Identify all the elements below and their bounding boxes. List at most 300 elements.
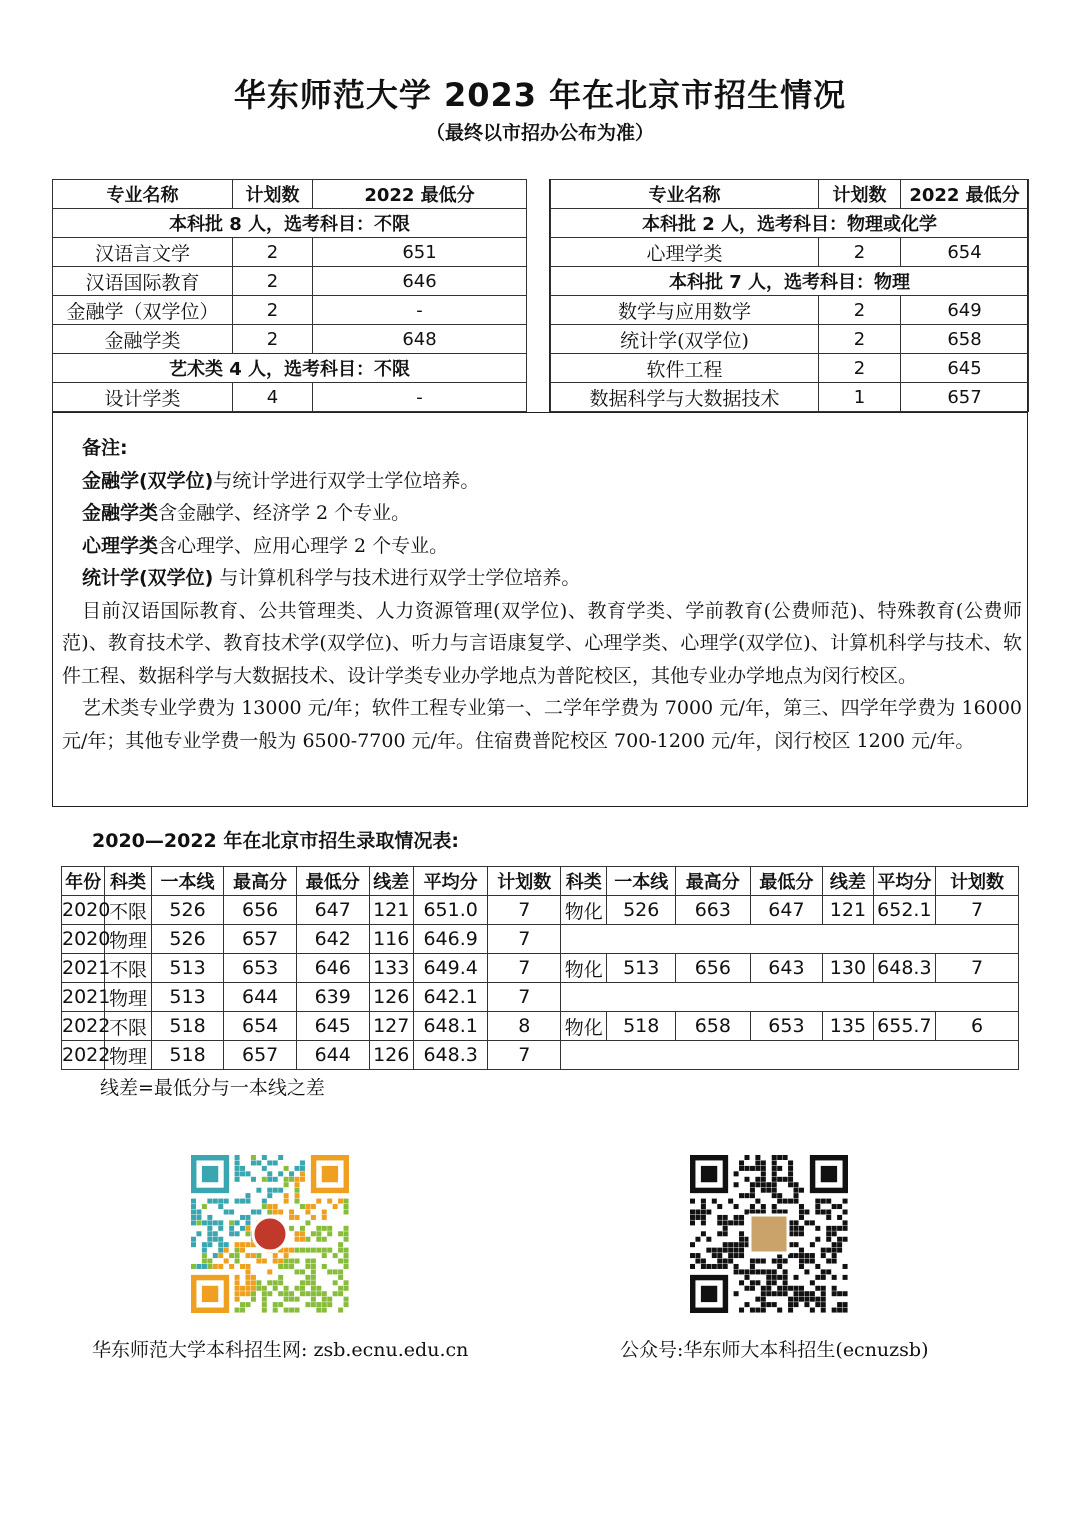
table-gap <box>526 179 550 413</box>
qr-module <box>316 1226 321 1231</box>
qr-module <box>289 1259 294 1264</box>
qr-module <box>327 1297 332 1302</box>
qr-module <box>311 1264 316 1269</box>
min-score: 642 <box>296 925 369 954</box>
header-tier1-line-2: 一本线 <box>607 867 676 896</box>
section-label: 本科批 7 人，选考科目：物理 <box>551 267 1029 296</box>
qr-module <box>289 1215 294 1220</box>
qr-module <box>804 1291 809 1296</box>
qr-module <box>723 1259 728 1264</box>
qr-module <box>218 1199 223 1204</box>
qr-module <box>843 1209 848 1214</box>
qr-module <box>300 1171 305 1176</box>
qr-module <box>202 1253 207 1258</box>
qr-module <box>207 1259 212 1264</box>
qr-module <box>777 1291 782 1296</box>
qr-module <box>837 1291 842 1296</box>
qr-module <box>804 1297 809 1302</box>
min-score: - <box>313 383 527 412</box>
qr-module <box>788 1177 793 1182</box>
qr-module <box>712 1199 717 1204</box>
qr-module <box>815 1302 820 1307</box>
qr-module <box>300 1166 305 1171</box>
qr-module <box>832 1259 837 1264</box>
qr-module <box>734 1182 739 1187</box>
website-caption: 华东师范大学本科招生网: zsb.ecnu.edu.cn <box>92 1339 469 1361</box>
notes-heading: 备注: <box>82 437 128 459</box>
qr-module <box>295 1231 300 1236</box>
qr-module <box>267 1204 272 1209</box>
qr-module <box>832 1253 837 1258</box>
qr-module <box>810 1242 815 1247</box>
qr-module <box>262 1204 267 1209</box>
empty-cell <box>561 925 1019 954</box>
qr-module <box>783 1259 788 1264</box>
qr-module <box>344 1209 349 1214</box>
line-diff-2: 135 <box>823 1012 873 1041</box>
qr-module <box>235 1166 240 1171</box>
qr-module <box>344 1302 349 1307</box>
qr-module <box>772 1160 777 1165</box>
qr-module <box>322 1253 327 1258</box>
qr-module <box>267 1280 272 1285</box>
table-row <box>62 1041 1019 1070</box>
qr-module <box>278 1264 283 1269</box>
min-score-2: 643 <box>750 954 823 983</box>
qr-module <box>794 1231 799 1236</box>
qr-module <box>245 1291 250 1296</box>
section-label: 艺术类 4 人，选考科目：不限 <box>53 354 527 383</box>
qr-module <box>794 1253 799 1258</box>
header-plan: 计划数 <box>233 180 313 209</box>
qr-module <box>799 1259 804 1264</box>
qr-module <box>311 1286 316 1291</box>
header-line-diff: 线差 <box>369 867 413 896</box>
qr-module <box>295 1215 300 1220</box>
qr-module <box>311 1297 316 1302</box>
qr-module <box>734 1171 739 1176</box>
qr-module <box>338 1275 343 1280</box>
qr-module <box>690 1242 695 1247</box>
qr-module <box>832 1248 837 1253</box>
qr-module <box>695 1259 700 1264</box>
qr-module <box>245 1215 250 1220</box>
header-max-score: 最高分 <box>224 867 297 896</box>
qr-module <box>826 1209 831 1214</box>
qr-module <box>712 1248 717 1253</box>
qr-module <box>701 1220 706 1225</box>
qr-module <box>262 1286 267 1291</box>
major-name: 金融学（双学位） <box>53 296 233 325</box>
table-row <box>62 1012 1019 1041</box>
min-score: 657 <box>901 383 1029 412</box>
qr-module <box>815 1226 820 1231</box>
qr-module <box>783 1199 788 1204</box>
category-2: 物化 <box>561 954 607 983</box>
qr-module <box>723 1220 728 1225</box>
plan-count: 4 <box>233 383 313 412</box>
qr-module <box>235 1297 240 1302</box>
qr-module <box>712 1253 717 1258</box>
qr-module <box>799 1248 804 1253</box>
qr-module <box>305 1248 310 1253</box>
qr-module <box>761 1204 766 1209</box>
qr-module <box>316 1308 321 1313</box>
qr-module <box>755 1308 760 1313</box>
qr-module <box>262 1297 267 1302</box>
qr-module <box>344 1264 349 1269</box>
qr-module <box>305 1259 310 1264</box>
table-row <box>62 954 1019 983</box>
plan-count: 2 <box>233 267 313 296</box>
note-term: 金融学类 <box>82 502 159 524</box>
qr-module <box>295 1248 300 1253</box>
tier1-line-2: 513 <box>607 954 676 983</box>
table-bottom-rule <box>52 412 1028 413</box>
qr-module <box>739 1242 744 1247</box>
qr-module <box>772 1259 777 1264</box>
qr-module <box>322 1226 327 1231</box>
qr-module <box>218 1204 223 1209</box>
qr-module <box>311 1275 316 1280</box>
header-plan-count: 计划数 <box>488 867 561 896</box>
qr-module <box>755 1297 760 1302</box>
qr-module <box>289 1177 294 1182</box>
qr-finder-mark <box>701 1166 717 1182</box>
major-name: 金融学类 <box>53 325 233 354</box>
header-year: 年份 <box>62 867 105 896</box>
qr-module <box>289 1209 294 1214</box>
qr-module <box>766 1269 771 1274</box>
qr-module <box>235 1177 240 1182</box>
plan-count: 7 <box>488 954 561 983</box>
qr-module <box>311 1291 316 1296</box>
qr-module <box>843 1226 848 1231</box>
qr-module <box>278 1259 283 1264</box>
qr-module <box>739 1280 744 1285</box>
qr-module <box>202 1248 207 1253</box>
table-row <box>62 983 1019 1012</box>
qr-module <box>815 1275 820 1280</box>
qr-module <box>837 1215 842 1220</box>
qr-module <box>327 1199 332 1204</box>
qr-module <box>311 1302 316 1307</box>
qr-module <box>815 1199 820 1204</box>
qr-module <box>695 1215 700 1220</box>
qr-module <box>804 1209 809 1214</box>
qr-module <box>191 1220 196 1225</box>
qr-module <box>311 1259 316 1264</box>
qr-module <box>766 1188 771 1193</box>
plan-count: 8 <box>488 1012 561 1041</box>
qr-module <box>794 1220 799 1225</box>
note-term: 心理学类 <box>82 534 159 557</box>
section-label: 本科批 8 人，选考科目：不限 <box>53 209 527 238</box>
qr-module <box>690 1199 695 1204</box>
qr-module <box>235 1171 240 1176</box>
qr-module <box>344 1259 349 1264</box>
qr-module <box>191 1204 196 1209</box>
plan-count: 2 <box>819 325 901 354</box>
qr-module <box>799 1188 804 1193</box>
qr-module <box>815 1297 820 1302</box>
qr-module <box>772 1166 777 1171</box>
qr-module <box>267 1269 272 1274</box>
qr-module <box>235 1155 240 1160</box>
qr-module <box>843 1275 848 1280</box>
section-row <box>551 267 1029 296</box>
qr-module <box>278 1188 283 1193</box>
major-name: 汉语国际教育 <box>53 267 233 296</box>
qr-module <box>256 1280 261 1285</box>
qr-module <box>278 1155 283 1160</box>
qr-module <box>295 1308 300 1313</box>
category-2: 物化 <box>561 896 607 925</box>
qr-module <box>273 1280 278 1285</box>
qr-module <box>788 1297 793 1302</box>
qr-module <box>311 1215 316 1220</box>
qr-module <box>832 1226 837 1231</box>
qr-module <box>734 1220 739 1225</box>
qr-module <box>262 1308 267 1313</box>
qr-module <box>772 1269 777 1274</box>
qr-module <box>750 1308 755 1313</box>
qr-module <box>755 1160 760 1165</box>
qr-module <box>251 1253 256 1258</box>
min-score-2: 653 <box>750 1012 823 1041</box>
header-min-score: 2022 最低分 <box>313 180 527 209</box>
qr-module <box>744 1286 749 1291</box>
table-row <box>551 296 1029 325</box>
qr-module <box>295 1237 300 1242</box>
qr-module <box>273 1308 278 1313</box>
qr-module <box>832 1275 837 1280</box>
section-row <box>551 209 1029 238</box>
qr-module <box>734 1291 739 1296</box>
qr-module <box>783 1286 788 1291</box>
category-2: 物化 <box>561 1012 607 1041</box>
qr-module <box>289 1308 294 1313</box>
qr-module <box>245 1286 250 1291</box>
qr-module <box>706 1237 711 1242</box>
note-item <box>62 497 1022 530</box>
website-qr-code[interactable] <box>191 1155 349 1313</box>
qr-module <box>213 1264 218 1269</box>
qr-module <box>821 1297 826 1302</box>
table-row <box>551 383 1029 412</box>
qr-module <box>316 1302 321 1307</box>
qr-module <box>262 1155 267 1160</box>
qr-module <box>777 1286 782 1291</box>
qr-module <box>826 1248 831 1253</box>
qr-module <box>843 1308 848 1313</box>
qr-module <box>344 1286 349 1291</box>
qr-module <box>278 1171 283 1176</box>
qr-module <box>826 1226 831 1231</box>
qr-module <box>229 1226 234 1231</box>
qr-module <box>262 1166 267 1171</box>
qr-module <box>761 1166 766 1171</box>
qr-module <box>300 1291 305 1296</box>
qr-module <box>690 1209 695 1214</box>
qr-module <box>777 1177 782 1182</box>
min-score: 639 <box>296 983 369 1012</box>
plan-count: 2 <box>819 238 901 267</box>
qr-module <box>739 1308 744 1313</box>
qr-module <box>240 1308 245 1313</box>
qr-module <box>245 1280 250 1285</box>
section-row <box>53 209 527 238</box>
qr-module <box>761 1269 766 1274</box>
qr-module <box>826 1269 831 1274</box>
qr-module <box>316 1199 321 1204</box>
qr-module <box>207 1215 212 1220</box>
qr-module <box>837 1204 842 1209</box>
qr-module <box>213 1199 218 1204</box>
history-title: 2020—2022 年在北京市招生录取情况表: <box>92 830 459 852</box>
qr-module <box>761 1177 766 1182</box>
major-name: 软件工程 <box>551 354 819 383</box>
qr-module <box>783 1280 788 1285</box>
qr-module <box>295 1199 300 1204</box>
qr-module <box>202 1242 207 1247</box>
qr-module <box>202 1264 207 1269</box>
qr-module <box>245 1199 250 1204</box>
qr-module <box>837 1242 842 1247</box>
qr-module <box>750 1280 755 1285</box>
qr-module <box>750 1193 755 1198</box>
qr-module <box>794 1291 799 1296</box>
qr-module <box>295 1177 300 1182</box>
qr-module <box>235 1275 240 1280</box>
min-score: 647 <box>296 896 369 925</box>
header-major: 专业名称 <box>53 180 233 209</box>
note-text: 含心理学、应用心理学 2 个专业。 <box>158 534 449 557</box>
qr-module <box>794 1188 799 1193</box>
qr-module <box>821 1308 826 1313</box>
line-diff-2: 121 <box>823 896 873 925</box>
qr-module <box>267 1160 272 1165</box>
qr-module <box>832 1242 837 1247</box>
qr-module <box>701 1259 706 1264</box>
qr-module <box>300 1160 305 1165</box>
page-subtitle: （最终以市招办公布为准） <box>425 122 654 144</box>
qr-module <box>316 1291 321 1296</box>
qr-module <box>777 1259 782 1264</box>
qr-module <box>229 1253 234 1258</box>
min-score: 646 <box>296 954 369 983</box>
qr-module <box>338 1231 343 1236</box>
qr-module <box>333 1269 338 1274</box>
wechat-qr-code[interactable] <box>690 1155 848 1313</box>
qr-finder-mark <box>701 1286 717 1302</box>
qr-module <box>832 1286 837 1291</box>
qr-module <box>262 1177 267 1182</box>
qr-module <box>766 1280 771 1285</box>
note-item <box>62 530 1022 563</box>
university-logo-icon <box>253 1217 287 1251</box>
qr-module <box>262 1199 267 1204</box>
table-row <box>551 325 1029 354</box>
qr-module <box>224 1248 229 1253</box>
qr-module <box>207 1220 212 1225</box>
qr-module <box>837 1226 842 1231</box>
qr-module <box>284 1177 289 1182</box>
qr-module <box>344 1248 349 1253</box>
note-text: 含金融学、经济学 2 个专业。 <box>158 502 411 524</box>
qr-module <box>734 1269 739 1274</box>
note-text: 与统计学进行双学士学位培养。 <box>213 469 480 492</box>
qr-module <box>755 1177 760 1182</box>
qr-module <box>235 1253 240 1258</box>
qr-module <box>739 1253 744 1258</box>
qr-module <box>777 1199 782 1204</box>
qr-module <box>799 1297 804 1302</box>
qr-module <box>766 1291 771 1296</box>
max-score-2: 663 <box>676 896 751 925</box>
qr-module <box>344 1253 349 1258</box>
qr-module <box>229 1220 234 1225</box>
qr-module <box>235 1259 240 1264</box>
qr-module <box>316 1286 321 1291</box>
qr-module <box>788 1302 793 1307</box>
qr-module <box>728 1242 733 1247</box>
qr-module <box>794 1199 799 1204</box>
qr-module <box>327 1302 332 1307</box>
qr-module <box>300 1280 305 1285</box>
qr-module <box>788 1308 793 1313</box>
qr-module <box>196 1209 201 1214</box>
qr-module <box>794 1302 799 1307</box>
qr-module <box>788 1286 793 1291</box>
qr-module <box>256 1286 261 1291</box>
qr-module <box>338 1308 343 1313</box>
qr-module <box>821 1286 826 1291</box>
header-tier1-line: 一本线 <box>151 867 224 896</box>
qr-module <box>333 1253 338 1258</box>
qr-module <box>191 1237 196 1242</box>
qr-module <box>300 1204 305 1209</box>
qr-module <box>843 1264 848 1269</box>
qr-module <box>690 1264 695 1269</box>
min-score: - <box>313 296 527 325</box>
qr-module <box>311 1248 316 1253</box>
qr-module <box>837 1237 842 1242</box>
qr-module <box>761 1160 766 1165</box>
qr-module <box>251 1275 256 1280</box>
avg-score: 646.9 <box>413 925 488 954</box>
qr-module <box>289 1291 294 1296</box>
qr-module <box>245 1242 250 1247</box>
plan-count: 1 <box>819 383 901 412</box>
qr-module <box>755 1269 760 1274</box>
qr-module <box>295 1286 300 1291</box>
line-diff: 127 <box>369 1012 413 1041</box>
qr-module <box>338 1248 343 1253</box>
qr-module <box>701 1199 706 1204</box>
qr-module <box>804 1253 809 1258</box>
qr-module <box>821 1248 826 1253</box>
qr-module <box>744 1155 749 1160</box>
qr-module <box>245 1275 250 1280</box>
qr-module <box>739 1215 744 1220</box>
qr-module <box>202 1204 207 1209</box>
qr-module <box>810 1220 815 1225</box>
qr-module <box>799 1231 804 1236</box>
qr-module <box>772 1155 777 1160</box>
qr-module <box>305 1264 310 1269</box>
qr-module <box>240 1264 245 1269</box>
